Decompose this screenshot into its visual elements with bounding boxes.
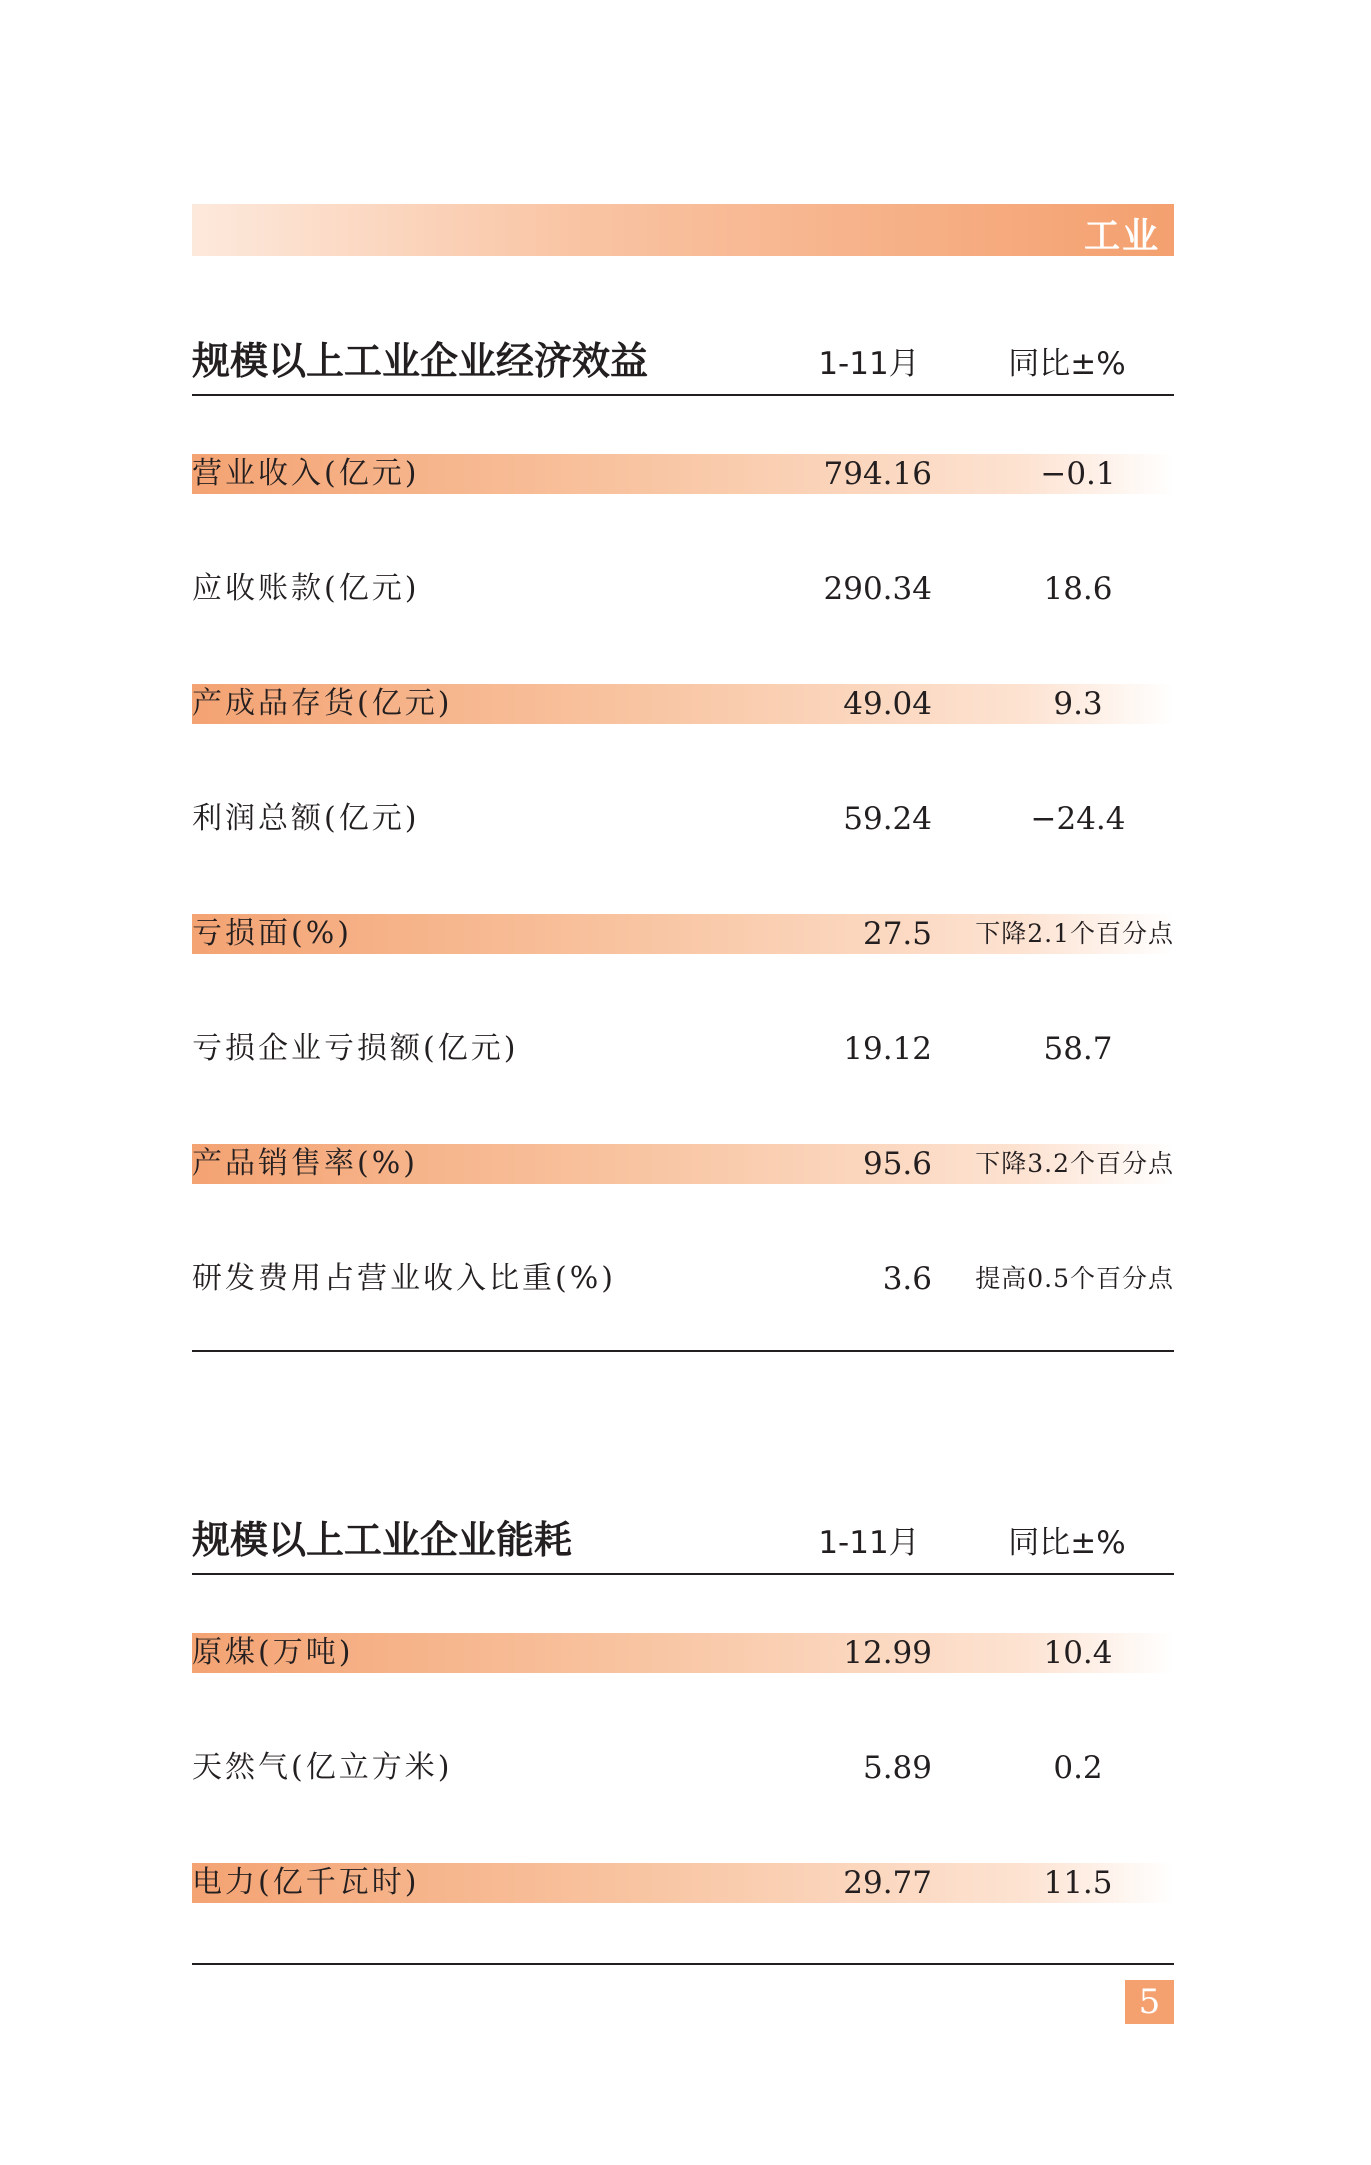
column-header-period: 1-11月 xyxy=(818,1525,920,1561)
table-row xyxy=(192,1259,1174,1299)
economic-benefits-table xyxy=(192,306,1174,1297)
row-value: 12.99 xyxy=(843,1635,932,1671)
row-value: 59.24 xyxy=(843,801,932,837)
table-row xyxy=(192,684,1174,724)
row-yoy: 58.7 xyxy=(1043,1031,1113,1067)
table-row xyxy=(192,454,1174,494)
row-label: 亏损企业亏损额(亿元) xyxy=(192,1031,519,1066)
footer-rule xyxy=(192,1963,1174,1965)
row-label: 天然气(亿立方米) xyxy=(192,1750,453,1785)
table-header xyxy=(192,1485,1174,1575)
page-number: 5 xyxy=(1125,1980,1174,2024)
row-yoy: 提高0.5个百分点 xyxy=(975,1264,1174,1293)
column-header-period: 1-11月 xyxy=(818,346,920,382)
row-yoy: −0.1 xyxy=(1040,456,1116,492)
energy-consumption-table xyxy=(192,1485,1174,1901)
row-label: 亏损面(%) xyxy=(192,916,352,951)
table-row xyxy=(192,1633,1174,1673)
row-yoy: 9.3 xyxy=(1053,686,1103,722)
row-value: 794.16 xyxy=(823,456,932,492)
table-row xyxy=(192,1029,1174,1069)
table-row xyxy=(192,1863,1174,1903)
row-value: 27.5 xyxy=(862,916,932,952)
row-yoy: 11.5 xyxy=(1043,1865,1113,1901)
table-title: 规模以上工业企业能耗 xyxy=(192,1518,573,1562)
row-label: 原煤(万吨) xyxy=(192,1635,354,1670)
row-label: 利润总额(亿元) xyxy=(192,801,420,836)
table-row xyxy=(192,1748,1174,1788)
row-label: 产品销售率(%) xyxy=(192,1146,418,1181)
row-label: 营业收入(亿元) xyxy=(192,456,420,491)
banner-title: 工业 xyxy=(1083,216,1160,257)
header-rule xyxy=(192,394,1174,396)
header-rule xyxy=(192,1573,1174,1575)
section-banner xyxy=(192,204,1174,256)
row-yoy: −24.4 xyxy=(1030,801,1126,837)
row-value: 29.77 xyxy=(843,1865,932,1901)
row-label: 研发费用占营业收入比重(%) xyxy=(192,1261,616,1296)
row-value: 3.6 xyxy=(882,1261,932,1297)
table-header xyxy=(192,306,1174,396)
table-row xyxy=(192,569,1174,609)
row-value: 290.34 xyxy=(823,571,932,607)
row-label: 产成品存货(亿元) xyxy=(192,686,453,721)
column-header-yoy: 同比±% xyxy=(1008,346,1126,382)
table-row xyxy=(192,914,1174,954)
row-value: 5.89 xyxy=(862,1750,932,1786)
row-label: 应收账款(亿元) xyxy=(192,571,420,606)
table-title: 规模以上工业企业经济效益 xyxy=(192,339,649,383)
column-header-yoy: 同比±% xyxy=(1008,1525,1126,1561)
row-label: 电力(亿千瓦时) xyxy=(192,1865,420,1900)
row-yoy: 10.4 xyxy=(1043,1635,1113,1671)
row-value: 49.04 xyxy=(843,686,932,722)
row-yoy: 下降3.2个百分点 xyxy=(975,1149,1174,1178)
row-value: 95.6 xyxy=(862,1146,932,1182)
table-row xyxy=(192,799,1174,839)
footer-rule xyxy=(192,1350,1174,1352)
row-value: 19.12 xyxy=(843,1031,932,1067)
row-yoy: 0.2 xyxy=(1053,1750,1103,1786)
row-yoy: 下降2.1个百分点 xyxy=(975,919,1174,948)
table-row xyxy=(192,1144,1174,1184)
row-yoy: 18.6 xyxy=(1043,571,1113,607)
